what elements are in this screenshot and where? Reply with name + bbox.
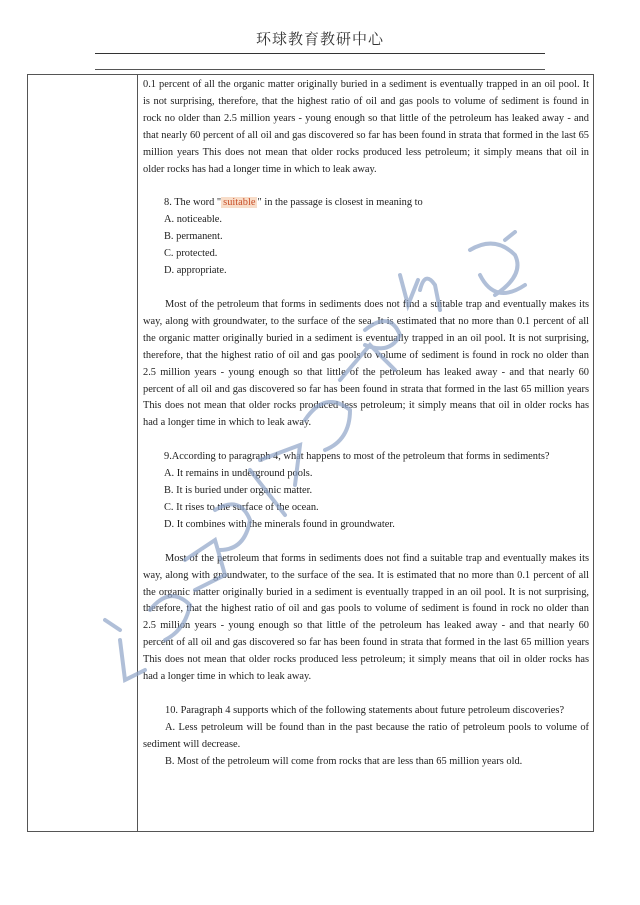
question-8-option-a: A. noticeable. [164, 214, 222, 226]
reading-content [143, 77, 589, 771]
paragraph-4-after-q8: Most of the petroleum that forms in sediments does not find a suitable trap and eventually makes its way, along with groundwater, to the surface of the sea. It is estimated that no more than 0.1 percent of all the organic matter originally buried in a sediment is eventually trapped in an oil pool. It is not surprising, therefore, that the highest ratio of oil and gas pools to volume of sediment is found in rock no older than 2.5 million years - young enough so that little of the petroleum has leaked away - and that nearly 60 percent of all oil and gas discovered so far has been found in strata that formed in the last 65 million years This does not mean that older rocks produced less petroleum; it simply means that oil in older rocks has had a longer time in which to leak away. [143, 298, 589, 429]
question-10-option-a: A. Less petroleum will be found than in the past because the ratio of petroleum pools to volume of sediment will decrease. [143, 721, 589, 750]
question-10-stem: 10. Paragraph 4 supports which of the following statements about future petroleum discoveries? [165, 705, 565, 716]
passage-tail: 0.1 percent of all the organic matter originally buried in a sediment is eventually trapped in an oil pool. It is not surprising, therefore, that the highest ratio of oil and gas pools to volume of sediment is found in rock no older than 2.5 million years - young enough so that little of the petroleum has leaked away - and that nearly 60 percent of all oil and gas discovered so far has been found in strata that formed in the last 65 million years This does not mean that older rocks produced less petroleum; it simply means that oil in older rocks has had a longer time in which to leak away. [143, 79, 589, 175]
question-8-suffix: " in the passage is closest in meaning to [257, 197, 423, 209]
question-8-option-d: D. appropriate. [164, 265, 227, 277]
header-rule-bottom [95, 69, 545, 70]
paragraph-4-after-q9: Most of the petroleum that forms in sediments does not find a suitable trap and eventually makes its way, along with groundwater, to the surface of the sea. It is estimated that no more than 0.1 percent of all the organic matter originally buried in a sediment is eventually trapped in an oil pool. It is not surprising, therefore, that the highest ratio of oil and gas pools to volume of sediment is found in rock no older than 2.5 million years - young enough so that little of the petroleum has leaked away - and that nearly 60 percent of all oil and gas discovered so far has been found in strata that formed in the last 65 million years This does not mean that older rocks produced less petroleum; it simply means that oil in older rocks has had a longer time in which to leak away. [143, 552, 589, 683]
question-9-option-d: D. It combines with the minerals found in groundwater. [164, 518, 395, 530]
question-10-option-b: B. Most of the petroleum will come from rocks that are less than 65 million years old. [165, 755, 523, 767]
highlighted-word: suitable [223, 197, 256, 209]
question-8-prefix: 8. The word " [164, 197, 222, 209]
question-9-option-a: A. It remains in underground pools. [164, 468, 313, 480]
question-8-option-c: C. protected. [164, 248, 218, 260]
question-9-option-b: B. It is buried under organic matter. [164, 485, 313, 497]
header-rule-top [95, 53, 545, 54]
table-column-divider [137, 74, 138, 832]
question-8-stem [143, 195, 589, 212]
question-8-option-b: B. permanent. [164, 231, 223, 243]
question-9-option-c: C. It rises to the surface of the ocean. [164, 501, 319, 513]
question-9-stem: 9.According to paragraph 4, what happens to most of the petroleum that forms in sediments? [164, 451, 550, 463]
page-header-title: 环球教育教研中心 [255, 30, 384, 48]
